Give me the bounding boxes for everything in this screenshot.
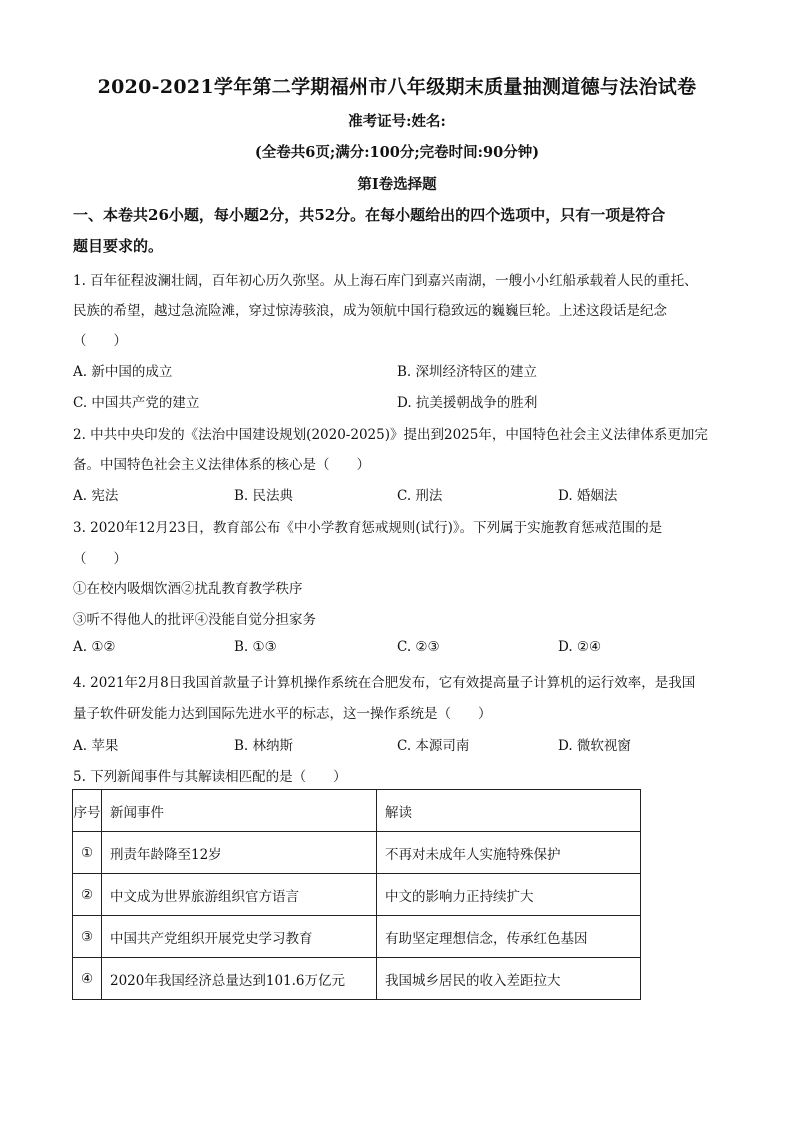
table-cell-number: ③	[73, 916, 102, 958]
table-cell-event: 中国共产党组织开展党史学习教育	[102, 916, 377, 958]
q2-option-d[interactable]: D. 婚姻法	[558, 488, 618, 504]
table-header-row	[73, 790, 641, 832]
q1-option-b[interactable]: B. 深圳经济特区的建立	[397, 364, 538, 380]
table-cell-event: 刑责年龄降至12岁	[102, 832, 377, 874]
q3-option-d[interactable]: D. ②④	[558, 639, 602, 655]
q1-answer-blank: （ ）	[73, 333, 127, 349]
table-row	[73, 874, 641, 916]
table-row	[73, 916, 641, 958]
table-cell-interpretation: 我国城乡居民的收入差距拉大	[377, 958, 641, 1000]
q3-option-c[interactable]: C. ②③	[397, 639, 440, 655]
table-cell-number: ②	[73, 874, 102, 916]
table-cell-interpretation: 有助坚定理想信念，传承红色基因	[377, 916, 641, 958]
section-instructions-line2: 题目要求的。	[73, 237, 164, 255]
news-table	[72, 789, 641, 1000]
table-cell-number: ①	[73, 832, 102, 874]
q1-option-d[interactable]: D. 抗美援朝战争的胜利	[397, 395, 538, 411]
q3-option-b[interactable]: B. ①③	[234, 639, 277, 655]
exam-title: 2020-2021学年第二学期福州市八年级期末质量抽测道德与法治试卷	[97, 76, 697, 98]
q4-option-c[interactable]: C. 本源司南	[397, 738, 470, 754]
q1-option-a[interactable]: A. 新中国的成立	[73, 364, 173, 380]
q1-stem-line1: 1. 百年征程波澜壮阔，百年初心历久弥坚。从上海石库门到嘉兴南湖，一艘小小红船承载着人民的重托、	[73, 273, 698, 289]
table-header-cell: 序号	[73, 790, 102, 832]
part-title: 第I卷选择题	[357, 176, 437, 193]
q4-option-a[interactable]: A. 苹果	[73, 738, 119, 754]
q2-stem-line2: 备。中国特色社会主义法律体系的核心是（ ）	[73, 457, 370, 473]
q4-stem-line2: 量子软件研发能力达到国际先进水平的标志，这一操作系统是（ ）	[73, 706, 492, 722]
q3-items-line1: ①在校内吸烟饮酒②扰乱教育教学秩序	[73, 581, 303, 597]
q4-option-b[interactable]: B. 林纳斯	[234, 738, 294, 754]
q2-stem-line1: 2. 中共中央印发的《法治中国建设规划(2020-2025)》提出到2025年，中国特色社会主义法律体系更加完	[73, 427, 708, 443]
q3-answer-blank: （ ）	[73, 551, 127, 567]
table-row	[73, 832, 641, 874]
table-cell-interpretation: 不再对未成年人实施特殊保护	[377, 832, 641, 874]
table-cell-number: ④	[73, 958, 102, 1000]
q4-stem-line1: 4. 2021年2月8日我国首款量子计算机操作系统在合肥发布，它有效提高量子计算机的运行效率，是我国	[73, 675, 696, 691]
q3-stem-line1: 3. 2020年12月23日，教育部公布《中小学教育惩戒规则(试行)》。下列属于实施教育惩戒范围的是	[73, 520, 663, 536]
table-cell-event: 中文成为世界旅游组织官方语言	[102, 874, 377, 916]
q2-option-c[interactable]: C. 刑法	[397, 488, 443, 504]
q5-stem-line1: 5. 下列新闻事件与其解读相匹配的是（ ）	[73, 769, 347, 785]
table-header-cell: 解读	[377, 790, 641, 832]
exam-info: (全卷共6页;满分:100分;完卷时间:90分钟)	[254, 144, 540, 161]
table-header-cell: 新闻事件	[102, 790, 377, 832]
section-instructions-line1: 一、本卷共26小题，每小题2分，共52分。在每小题给出的四个选项中，只有一项是符合	[73, 206, 666, 224]
table-row	[73, 958, 641, 1000]
q3-option-a[interactable]: A. ①②	[73, 639, 116, 655]
q1-option-c[interactable]: C. 中国共产党的建立	[73, 395, 200, 411]
q1-stem-line2: 民族的希望，越过急流险滩，穿过惊涛骇浪，成为领航中国行稳致远的巍巍巨轮。上述这段话是纪念	[73, 303, 667, 319]
q2-option-b[interactable]: B. 民法典	[234, 488, 294, 504]
table-cell-event: 2020年我国经济总量达到101.6万亿元	[102, 958, 377, 1000]
q2-option-a[interactable]: A. 宪法	[73, 488, 119, 504]
q4-option-d[interactable]: D. 微软视窗	[558, 738, 631, 754]
q3-items-line2: ③听不得他人的批评④没能自觉分担家务	[73, 612, 316, 628]
exam-id-name-label: 准考证号:姓名:	[348, 113, 446, 130]
table-cell-interpretation: 中文的影响力正持续扩大	[377, 874, 641, 916]
